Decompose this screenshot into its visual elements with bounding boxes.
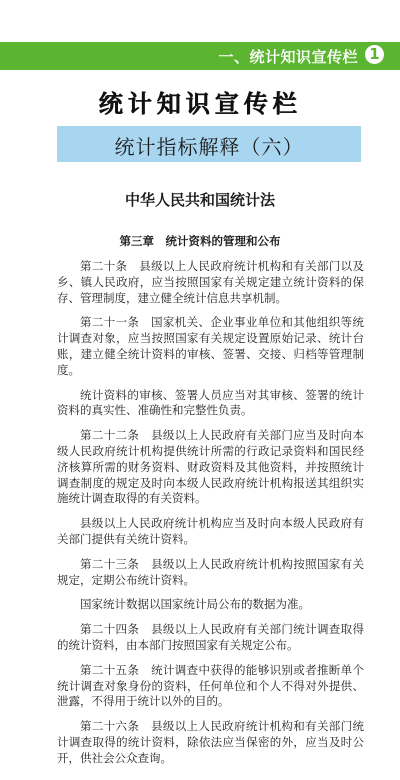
- paragraph: 第二十五条 统计调查中获得的能够识别或者推断单个统计调查对象身份的资料，任何单位和个人不得对外提供、泄露，不得用于统计以外的目的。: [57, 662, 364, 709]
- section-number-badge: 1: [365, 45, 384, 64]
- paragraph: 第二十四条 县级以上人民政府有关部门统计调查取得的统计资料，由本部门按照国家有关规定公布。: [57, 622, 364, 652]
- paragraph: 第二十条 县级以上人民政府统计机构和有关部门以及乡、镇人民政府，应当按照国家有关规定建立统计资料的保存、管理制度，建立健全统计信息共享机制。: [57, 259, 364, 305]
- paragraph: 第二十三条 县级以上人民政府统计机构按照国家有关规定，定期公布统计资料。: [57, 556, 364, 587]
- paragraph: 第二十六条 县级以上人民政府统计机构和有关部门统计调查取得的统计资料，除依法应当保密的外，应当及时公开，供社会公众查询。: [57, 719, 364, 765]
- paragraph: 第二十一条 国家机关、企业事业单位和其他组织等统计调查对象，应当按照国家有关规定设置原始记录、统计台账，建立健全统计资料的审核、签署、交接、归档等管理制度。: [57, 315, 364, 377]
- paragraph: 第二十二条 县级以上人民政府有关部门应当及时向本级人民政府统计机构提供统计所需的行政记录资料和国民经济核算所需的财务资料、财政资料及其他资料，并按照统计调查制度的规定及时向本级人民政府统计机构报送其组织实施统计调查取得的有关资料。: [57, 428, 364, 506]
- section-label: 一、统计知识宣传栏: [218, 48, 358, 66]
- paragraph: 县级以上人民政府统计机构应当及时向本级人民政府有关部门提供有关统计资料。: [57, 516, 364, 546]
- chapter-title: 第三章 统计资料的管理和公布: [119, 234, 281, 248]
- paragraph: 统计资料的审核、签署人员应当对其审核、签署的统计资料的真实性、准确性和完整性负责。: [57, 387, 364, 418]
- subtitle: 统计指标解释（六）: [114, 135, 304, 159]
- paragraph: 国家统计数据以国家统计局公布的数据为准。: [80, 597, 310, 612]
- article-body: [57, 259, 364, 776]
- law-title: 中华人民共和国统计法: [124, 191, 275, 209]
- column-title: 统计知识宣传栏: [98, 89, 302, 118]
